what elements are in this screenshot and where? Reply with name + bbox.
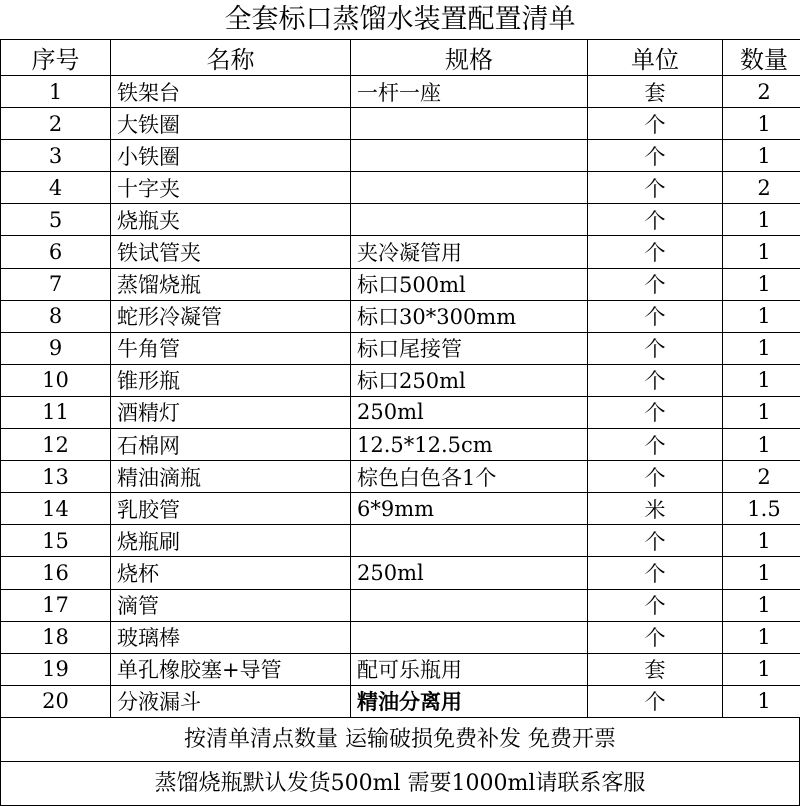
cell-no: 10 xyxy=(1,364,111,396)
table-row xyxy=(1,268,800,300)
cell-spec: 一杆一座 xyxy=(351,76,588,108)
cell-qty: 1.5 xyxy=(723,493,800,525)
cell-spec: 标口250ml xyxy=(351,364,588,396)
cell-name: 酒精灯 xyxy=(111,396,351,428)
cell-name: 铁架台 xyxy=(111,76,351,108)
table-row xyxy=(1,204,800,236)
cell-spec xyxy=(351,172,588,204)
cell-spec xyxy=(351,589,588,621)
footer-note-1: 按清单清点数量 运输破损免费补发 免费开票 xyxy=(0,718,800,762)
cell-no: 6 xyxy=(1,236,111,268)
cell-spec: 250ml xyxy=(351,396,588,428)
cell-spec xyxy=(351,204,588,236)
cell-unit: 个 xyxy=(588,589,723,621)
cell-unit: 个 xyxy=(588,429,723,461)
cell-qty: 1 xyxy=(723,236,800,268)
cell-name: 玻璃棒 xyxy=(111,621,351,653)
cell-unit: 个 xyxy=(588,557,723,589)
cell-name: 乳胶管 xyxy=(111,493,351,525)
table-row xyxy=(1,396,800,428)
cell-name: 烧瓶刷 xyxy=(111,525,351,557)
table-row xyxy=(1,493,800,525)
header-unit: 单位 xyxy=(588,40,723,76)
table-row xyxy=(1,621,800,653)
table-row xyxy=(1,525,800,557)
cell-qty: 1 xyxy=(723,429,800,461)
cell-unit: 套 xyxy=(588,653,723,685)
table-row xyxy=(1,140,800,172)
cell-no: 20 xyxy=(1,685,111,717)
cell-name: 十字夹 xyxy=(111,172,351,204)
cell-no: 1 xyxy=(1,76,111,108)
cell-spec: 棕色白色各1个 xyxy=(351,461,588,493)
cell-unit: 个 xyxy=(588,268,723,300)
cell-no: 15 xyxy=(1,525,111,557)
header-spec: 规格 xyxy=(351,40,588,76)
cell-qty: 1 xyxy=(723,204,800,236)
cell-unit: 个 xyxy=(588,364,723,396)
table-row xyxy=(1,589,800,621)
cell-no: 4 xyxy=(1,172,111,204)
cell-no: 7 xyxy=(1,268,111,300)
cell-no: 17 xyxy=(1,589,111,621)
cell-name: 分液漏斗 xyxy=(111,685,351,717)
cell-no: 9 xyxy=(1,332,111,364)
table-row xyxy=(1,461,800,493)
cell-name: 大铁圈 xyxy=(111,108,351,140)
table-row xyxy=(1,364,800,396)
cell-spec: 标口500ml xyxy=(351,268,588,300)
cell-spec: 标口30*300mm xyxy=(351,300,588,332)
cell-name: 烧杯 xyxy=(111,557,351,589)
cell-unit: 个 xyxy=(588,525,723,557)
header-qty: 数量 xyxy=(723,40,800,76)
cell-unit: 个 xyxy=(588,621,723,653)
cell-spec: 250ml xyxy=(351,557,588,589)
cell-name: 铁试管夹 xyxy=(111,236,351,268)
cell-unit: 个 xyxy=(588,140,723,172)
cell-spec xyxy=(351,108,588,140)
cell-qty: 2 xyxy=(723,76,800,108)
cell-unit: 个 xyxy=(588,172,723,204)
cell-no: 14 xyxy=(1,493,111,525)
cell-qty: 2 xyxy=(723,461,800,493)
table-row xyxy=(1,236,800,268)
cell-qty: 1 xyxy=(723,589,800,621)
cell-spec: 夹冷凝管用 xyxy=(351,236,588,268)
cell-qty: 1 xyxy=(723,525,800,557)
cell-name: 精油滴瓶 xyxy=(111,461,351,493)
cell-unit: 个 xyxy=(588,300,723,332)
footer-note-2: 蒸馏烧瓶默认发货500ml 需要1000ml请联系客服 xyxy=(0,762,800,806)
cell-unit: 个 xyxy=(588,332,723,364)
cell-unit: 个 xyxy=(588,236,723,268)
cell-spec: 标口尾接管 xyxy=(351,332,588,364)
cell-spec xyxy=(351,621,588,653)
cell-unit: 个 xyxy=(588,204,723,236)
cell-spec xyxy=(351,525,588,557)
cell-no: 18 xyxy=(1,621,111,653)
header-no: 序号 xyxy=(1,40,111,76)
table-row xyxy=(1,685,800,717)
cell-qty: 1 xyxy=(723,108,800,140)
cell-no: 5 xyxy=(1,204,111,236)
cell-name: 单孔橡胶塞+导管 xyxy=(111,653,351,685)
cell-name: 牛角管 xyxy=(111,332,351,364)
cell-no: 11 xyxy=(1,396,111,428)
cell-unit: 个 xyxy=(588,108,723,140)
equipment-table xyxy=(0,40,800,718)
cell-unit: 个 xyxy=(588,461,723,493)
table-row xyxy=(1,108,800,140)
table-row xyxy=(1,429,800,461)
cell-no: 8 xyxy=(1,300,111,332)
table-body xyxy=(1,76,800,718)
cell-name: 石棉网 xyxy=(111,429,351,461)
cell-spec: 配可乐瓶用 xyxy=(351,653,588,685)
table-row xyxy=(1,653,800,685)
cell-qty: 1 xyxy=(723,300,800,332)
cell-unit: 米 xyxy=(588,493,723,525)
cell-name: 小铁圈 xyxy=(111,140,351,172)
cell-name: 烧瓶夹 xyxy=(111,204,351,236)
cell-qty: 2 xyxy=(723,172,800,204)
cell-spec: 12.5*12.5cm xyxy=(351,429,588,461)
cell-qty: 1 xyxy=(723,364,800,396)
cell-unit: 个 xyxy=(588,396,723,428)
table-row xyxy=(1,332,800,364)
cell-qty: 1 xyxy=(723,621,800,653)
cell-qty: 1 xyxy=(723,396,800,428)
cell-qty: 1 xyxy=(723,557,800,589)
cell-no: 19 xyxy=(1,653,111,685)
header-name: 名称 xyxy=(111,40,351,76)
cell-name: 蒸馏烧瓶 xyxy=(111,268,351,300)
table-row xyxy=(1,557,800,589)
table-row xyxy=(1,172,800,204)
cell-no: 13 xyxy=(1,461,111,493)
cell-no: 16 xyxy=(1,557,111,589)
cell-name: 滴管 xyxy=(111,589,351,621)
cell-qty: 1 xyxy=(723,653,800,685)
header-row xyxy=(1,40,800,76)
cell-qty: 1 xyxy=(723,332,800,364)
cell-no: 2 xyxy=(1,108,111,140)
cell-spec: 精油分离用 xyxy=(351,685,588,717)
cell-no: 12 xyxy=(1,429,111,461)
cell-name: 蛇形冷凝管 xyxy=(111,300,351,332)
cell-qty: 1 xyxy=(723,140,800,172)
cell-spec: 6*9mm xyxy=(351,493,588,525)
cell-unit: 套 xyxy=(588,76,723,108)
sheet-title: 全套标口蒸馏水装置配置清单 xyxy=(0,0,800,40)
cell-no: 3 xyxy=(1,140,111,172)
table-row xyxy=(1,76,800,108)
cell-spec xyxy=(351,140,588,172)
cell-name: 锥形瓶 xyxy=(111,364,351,396)
cell-qty: 1 xyxy=(723,685,800,717)
cell-qty: 1 xyxy=(723,268,800,300)
cell-unit: 个 xyxy=(588,685,723,717)
table-row xyxy=(1,300,800,332)
